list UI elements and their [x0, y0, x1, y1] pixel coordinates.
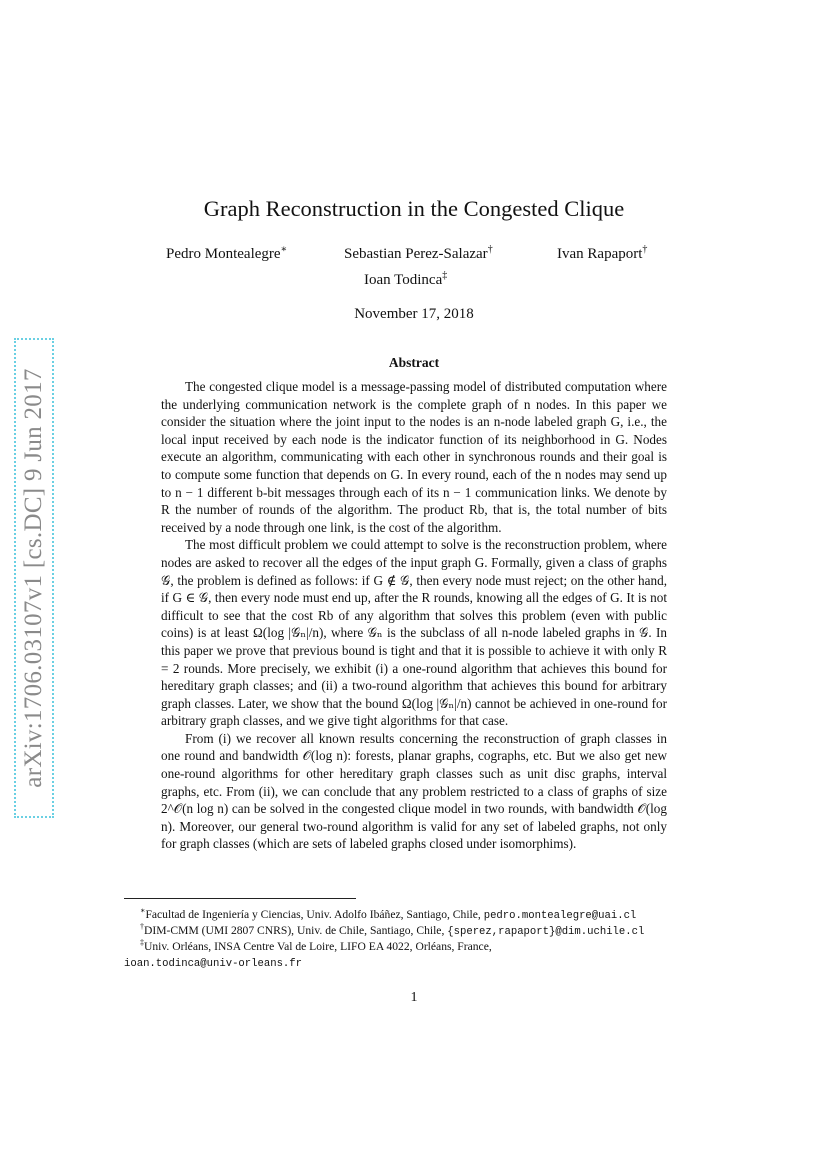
author-2 — [344, 244, 493, 263]
author-4 — [364, 270, 447, 289]
footnote-email: ioan.todinca@univ-orleans.fr — [124, 957, 303, 970]
footnote-text: Facultad de Ingeniería y Ciencias, Univ. Adolfo Ibáñez, Santiago, Chile, — [145, 907, 484, 921]
abstract-body — [161, 378, 667, 853]
footnote-mark: ‡ — [140, 938, 144, 947]
footnote-mark: † — [140, 922, 144, 931]
footnote-email: {sperez,rapaport}@dim.uchile.cl — [447, 925, 645, 938]
footnote-mark: ∗ — [140, 906, 146, 915]
footnote-rule — [124, 898, 356, 899]
paper-title: Graph Reconstruction in the Congested Clique — [203, 196, 625, 221]
abstract-paragraph-1: The congested clique model is a message-passing model of distributed computation where the underlying communication network is the complete graph of n nodes. In this paper we consider the situation where the joint input to the nodes is an n-node labeled graph G, i.e., the local input received by each node is the indicator function of its neighborhood in G. Nodes execute an algorithm, communicating with each other in synchronous rounds and their goal is to compute some function that depends on G. In every round, each of the n nodes may send up to n − 1 different b-bit messages through each of its n − 1 communication links. We denote by R the number of rounds of the algorithm. The product Rb, that is, the total number of bits received by a node through one link, is the cost of the algorithm. — [161, 379, 667, 535]
author-name: Ivan Rapaport — [557, 246, 643, 262]
arxiv-stamp: arXiv:1706.03107v1 [cs.DC] 9 Jun 2017 — [14, 338, 54, 818]
author-name: Sebastian Perez-Salazar — [344, 246, 488, 262]
author-mark: ∗ — [280, 244, 288, 255]
paper-date: November 17, 2018 — [354, 306, 474, 322]
abstract-paragraph-2: The most difficult problem we could attempt to solve is the reconstruction problem, where nodes are asked to recover all the edges of the input graph G. Formally, given a class of graphs 𝒢, the problem is defined as follows: if G ∉ 𝒢, then every node must reject; on the other hand, if G ∈ 𝒢, then every node must end up, after the R rounds, knowing all the edges of G. It is not difficult to see that the cost Rb of any algorithm that solves this problem (even with public coins) is at least Ω(log |𝒢ₙ|/n), where 𝒢ₙ is the subclass of all n-node labeled graphs in 𝒢. In this paper we prove that previous bound is tight and that it is possible to achieve it with only R = 2 rounds. More precisely, we exhibit (i) a one-round algorithm that achieves this bound for hereditary graph classes; and (ii) a two-round algorithm that achieves this bound for arbitrary graph classes. Later, we show that the bound Ω(log |𝒢ₙ|/n) cannot be achieved in one-round for arbitrary graph classes, and we give tight algorithms for that case. — [161, 537, 667, 729]
author-name: Pedro Montealegre — [166, 246, 281, 262]
page-number: 1 — [410, 990, 418, 1005]
author-mark: † — [487, 244, 493, 255]
author-mark: † — [642, 244, 648, 255]
abstract-heading: Abstract — [388, 355, 440, 370]
footnote-3 — [124, 935, 704, 972]
abstract-paragraph-3: From (i) we recover all known results concerning the reconstruction of graph classes in one round and bandwidth 𝒪(log n): forests, planar graphs, cographs, etc. But we also get new one-round algorithms for other hereditary graph classes such as unit disc graphs, interval graphs, etc. From (ii), we can conclude that any problem restricted to a class of graphs of size 2^𝒪(n log n) can be solved in the congested clique model in two rounds, with bandwidth 𝒪(log n). Moreover, our general two-round algorithm is valid for any set of labeled graphs, not only for graph classes (which are sets of labeled graphs closed under isomorphims). — [161, 730, 667, 852]
author-name: Ioan Todinca — [364, 272, 443, 288]
author-3 — [557, 244, 647, 263]
footnote-text: DIM-CMM (UMI 2807 CNRS), Univ. de Chile, Santiago, Chile, — [144, 923, 448, 937]
footnote-email: pedro.montealegre@uai.cl — [483, 909, 637, 922]
author-1 — [166, 244, 287, 263]
author-mark: ‡ — [442, 270, 448, 281]
footnote-text: Univ. Orléans, INSA Centre Val de Loire, LIFO EA 4022, Orléans, France, — [144, 939, 492, 953]
